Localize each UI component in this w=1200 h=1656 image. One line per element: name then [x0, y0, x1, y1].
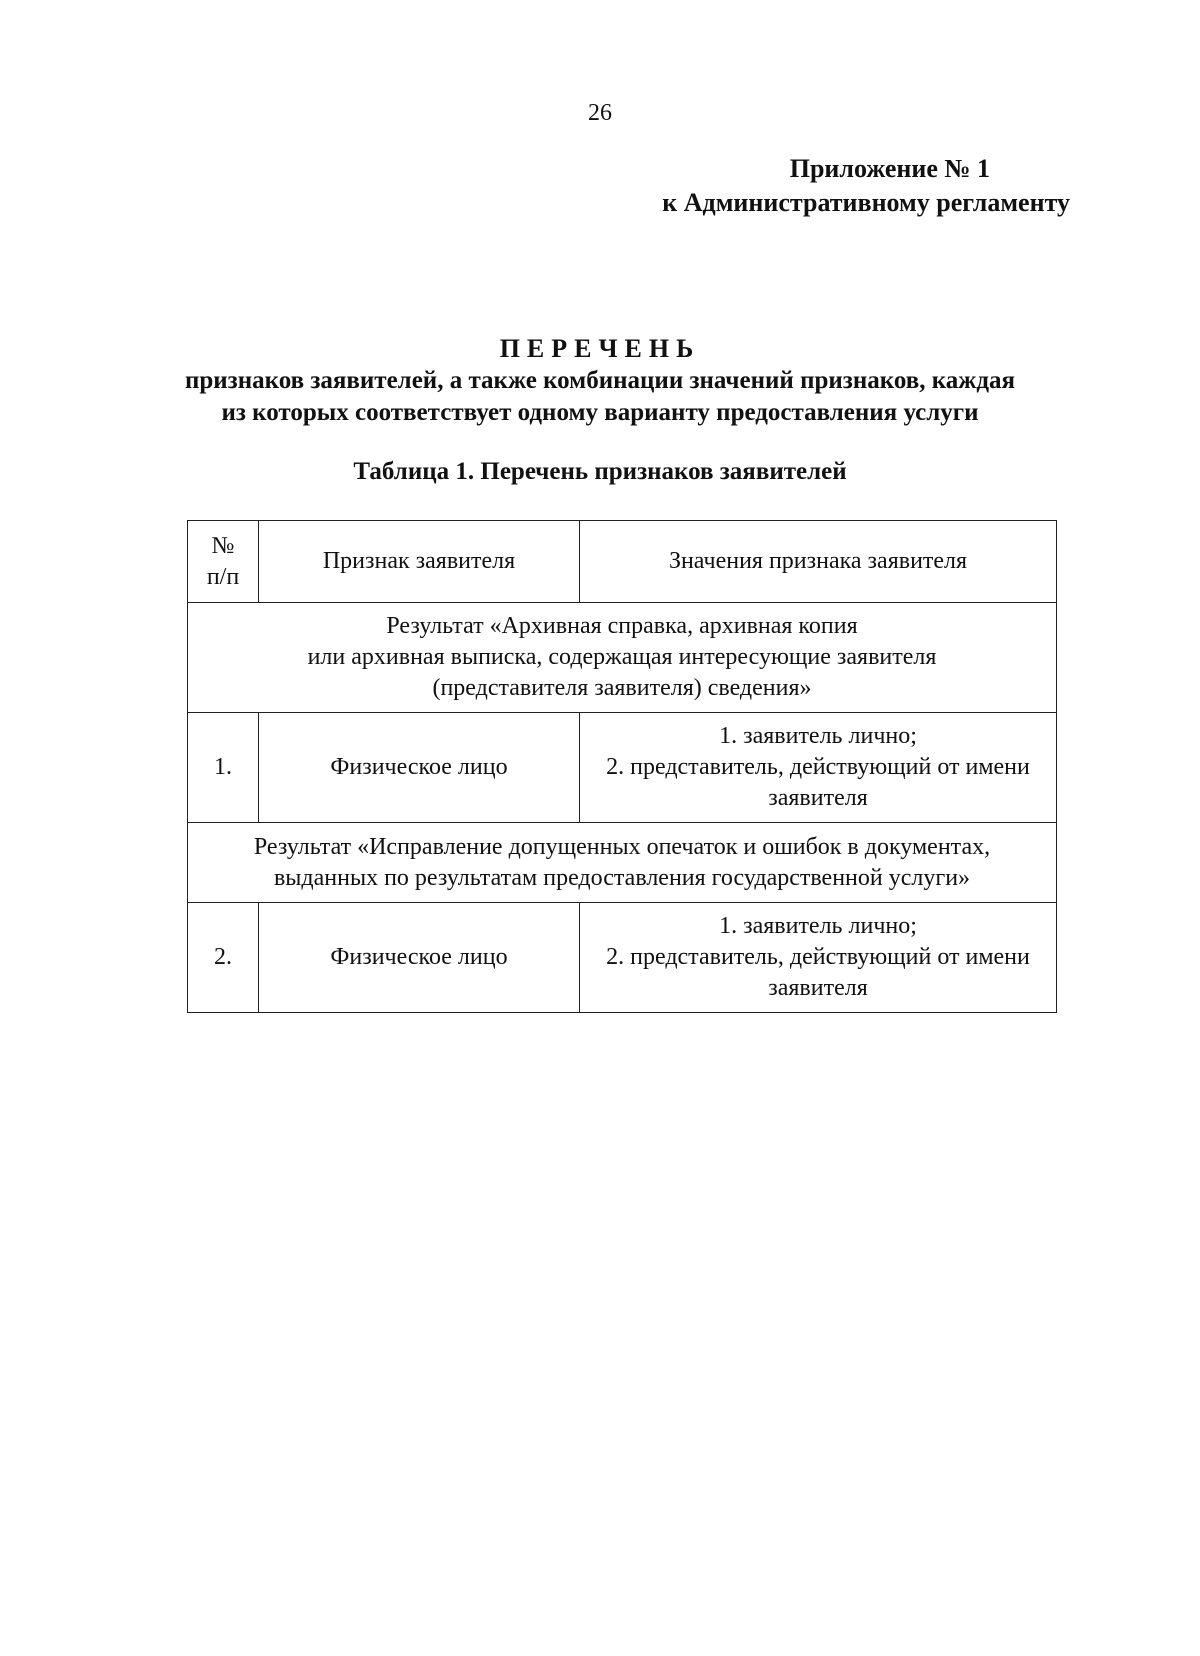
result-cell	[188, 603, 1057, 713]
row-values	[580, 713, 1057, 823]
document-subtitle-line-1: признаков заявителей, а также комбинации значений признаков, каждая	[184, 367, 1016, 394]
header-sign: Признак заявителя	[259, 521, 580, 603]
value-line: 2. представитель, действующий от имени	[606, 754, 1030, 780]
appendix-title: Приложение № 1	[789, 154, 990, 183]
value-line: 1. заявитель лично;	[719, 913, 917, 939]
document-title: ПЕРЕЧЕНЬ	[499, 334, 701, 363]
result-row	[188, 823, 1057, 903]
header-number-sign: №	[211, 532, 235, 559]
header-number-abbr: п/п	[206, 563, 240, 590]
header-values: Значения признака заявителя	[580, 521, 1057, 603]
table-row	[188, 903, 1057, 1013]
result-row	[188, 603, 1057, 713]
value-line: 1. заявитель лично;	[719, 723, 917, 749]
row-values	[580, 903, 1057, 1013]
row-sign: Физическое лицо	[259, 903, 580, 1013]
table-caption: Таблица 1. Перечень признаков заявителей	[353, 458, 847, 485]
page-number: 26	[588, 100, 612, 126]
value-line: заявителя	[768, 975, 868, 1001]
result-text-line: Результат «Архивная справка, архивная копия	[386, 613, 858, 639]
row-sign: Физическое лицо	[259, 713, 580, 823]
appendix-subtitle: к Административному регламенту	[662, 188, 1070, 217]
value-line: 2. представитель, действующий от имени	[606, 944, 1030, 970]
result-text-line: выданных по результатам предоставления государственной услуги»	[273, 864, 971, 891]
result-text-line: (представителя заявителя) сведения»	[432, 675, 812, 701]
result-cell	[188, 823, 1057, 903]
table-header-row	[188, 521, 1057, 603]
appendix-block	[662, 152, 1070, 220]
document-subtitle-line-2: из которых соответствует одному варианту предоставления услуги	[221, 399, 979, 426]
table-row	[188, 713, 1057, 823]
applicant-signs-table	[187, 520, 1057, 1013]
document-heading	[0, 333, 1200, 429]
value-line: заявителя	[768, 785, 868, 811]
result-text-line: или архивная выписка, содержащая интересующие заявителя	[307, 644, 937, 670]
header-number	[188, 521, 259, 603]
row-number: 1.	[188, 713, 259, 823]
result-text-line: Результат «Исправление допущенных опечаток и ошибок в документах,	[253, 833, 991, 860]
row-number: 2.	[188, 903, 259, 1013]
